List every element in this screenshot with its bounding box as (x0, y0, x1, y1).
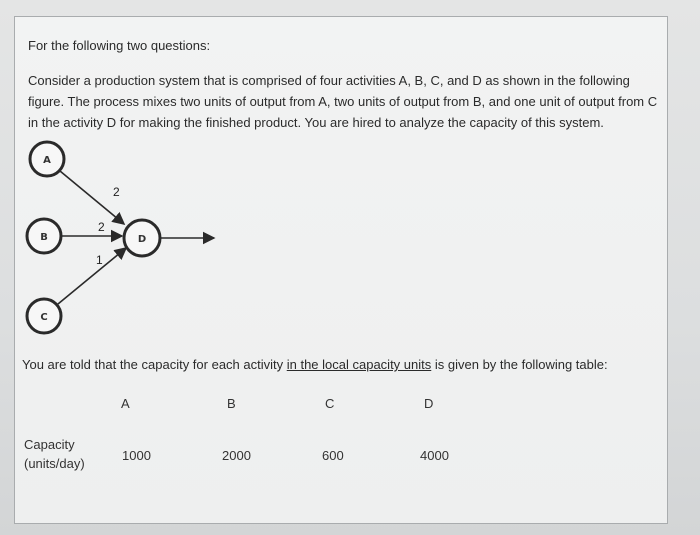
edge-c-label: 1 (96, 253, 103, 267)
table-header-d: D (424, 396, 434, 411)
capacity-intro-text (22, 357, 608, 372)
table-row-label-line1: Capacity (24, 437, 75, 452)
capacity-intro-after: is given by the following table: (431, 357, 608, 372)
problem-paragraph: Consider a production system that is comprised of four activities A, B, C, and D as shown in the following figure. The process mixes two units of output from A, two units of output from B, and one unit of output from C in the activity D for making the finished product. You are hired to analyze the capacity of this system. (28, 73, 658, 130)
table-row-label (24, 435, 85, 473)
capacity-intro-underlined: in the local capacity units (286, 357, 432, 372)
node-c-label: C (40, 312, 48, 323)
table-header-b: B (227, 396, 236, 411)
capacity-intro-before: You are told that the capacity for each activity (22, 357, 287, 372)
table-row-label-line2: (units/day) (24, 456, 85, 471)
node-a-label: A (43, 155, 51, 166)
edge-b-label: 2 (98, 220, 105, 234)
table-cell-b: 2000 (222, 448, 251, 463)
table-header-c: C (325, 396, 335, 411)
table-cell-d: 4000 (420, 448, 449, 463)
node-d-label: D (137, 234, 147, 245)
table-header-a: A (121, 396, 130, 411)
table-cell-c: 600 (322, 448, 344, 463)
node-b-label: B (40, 232, 48, 243)
intro-text: For the following two questions: (28, 38, 211, 53)
process-diagram (20, 138, 240, 338)
edge-c-to-d (58, 248, 126, 304)
edge-a-label: 2 (113, 185, 120, 199)
table-cell-a: 1000 (122, 448, 151, 463)
